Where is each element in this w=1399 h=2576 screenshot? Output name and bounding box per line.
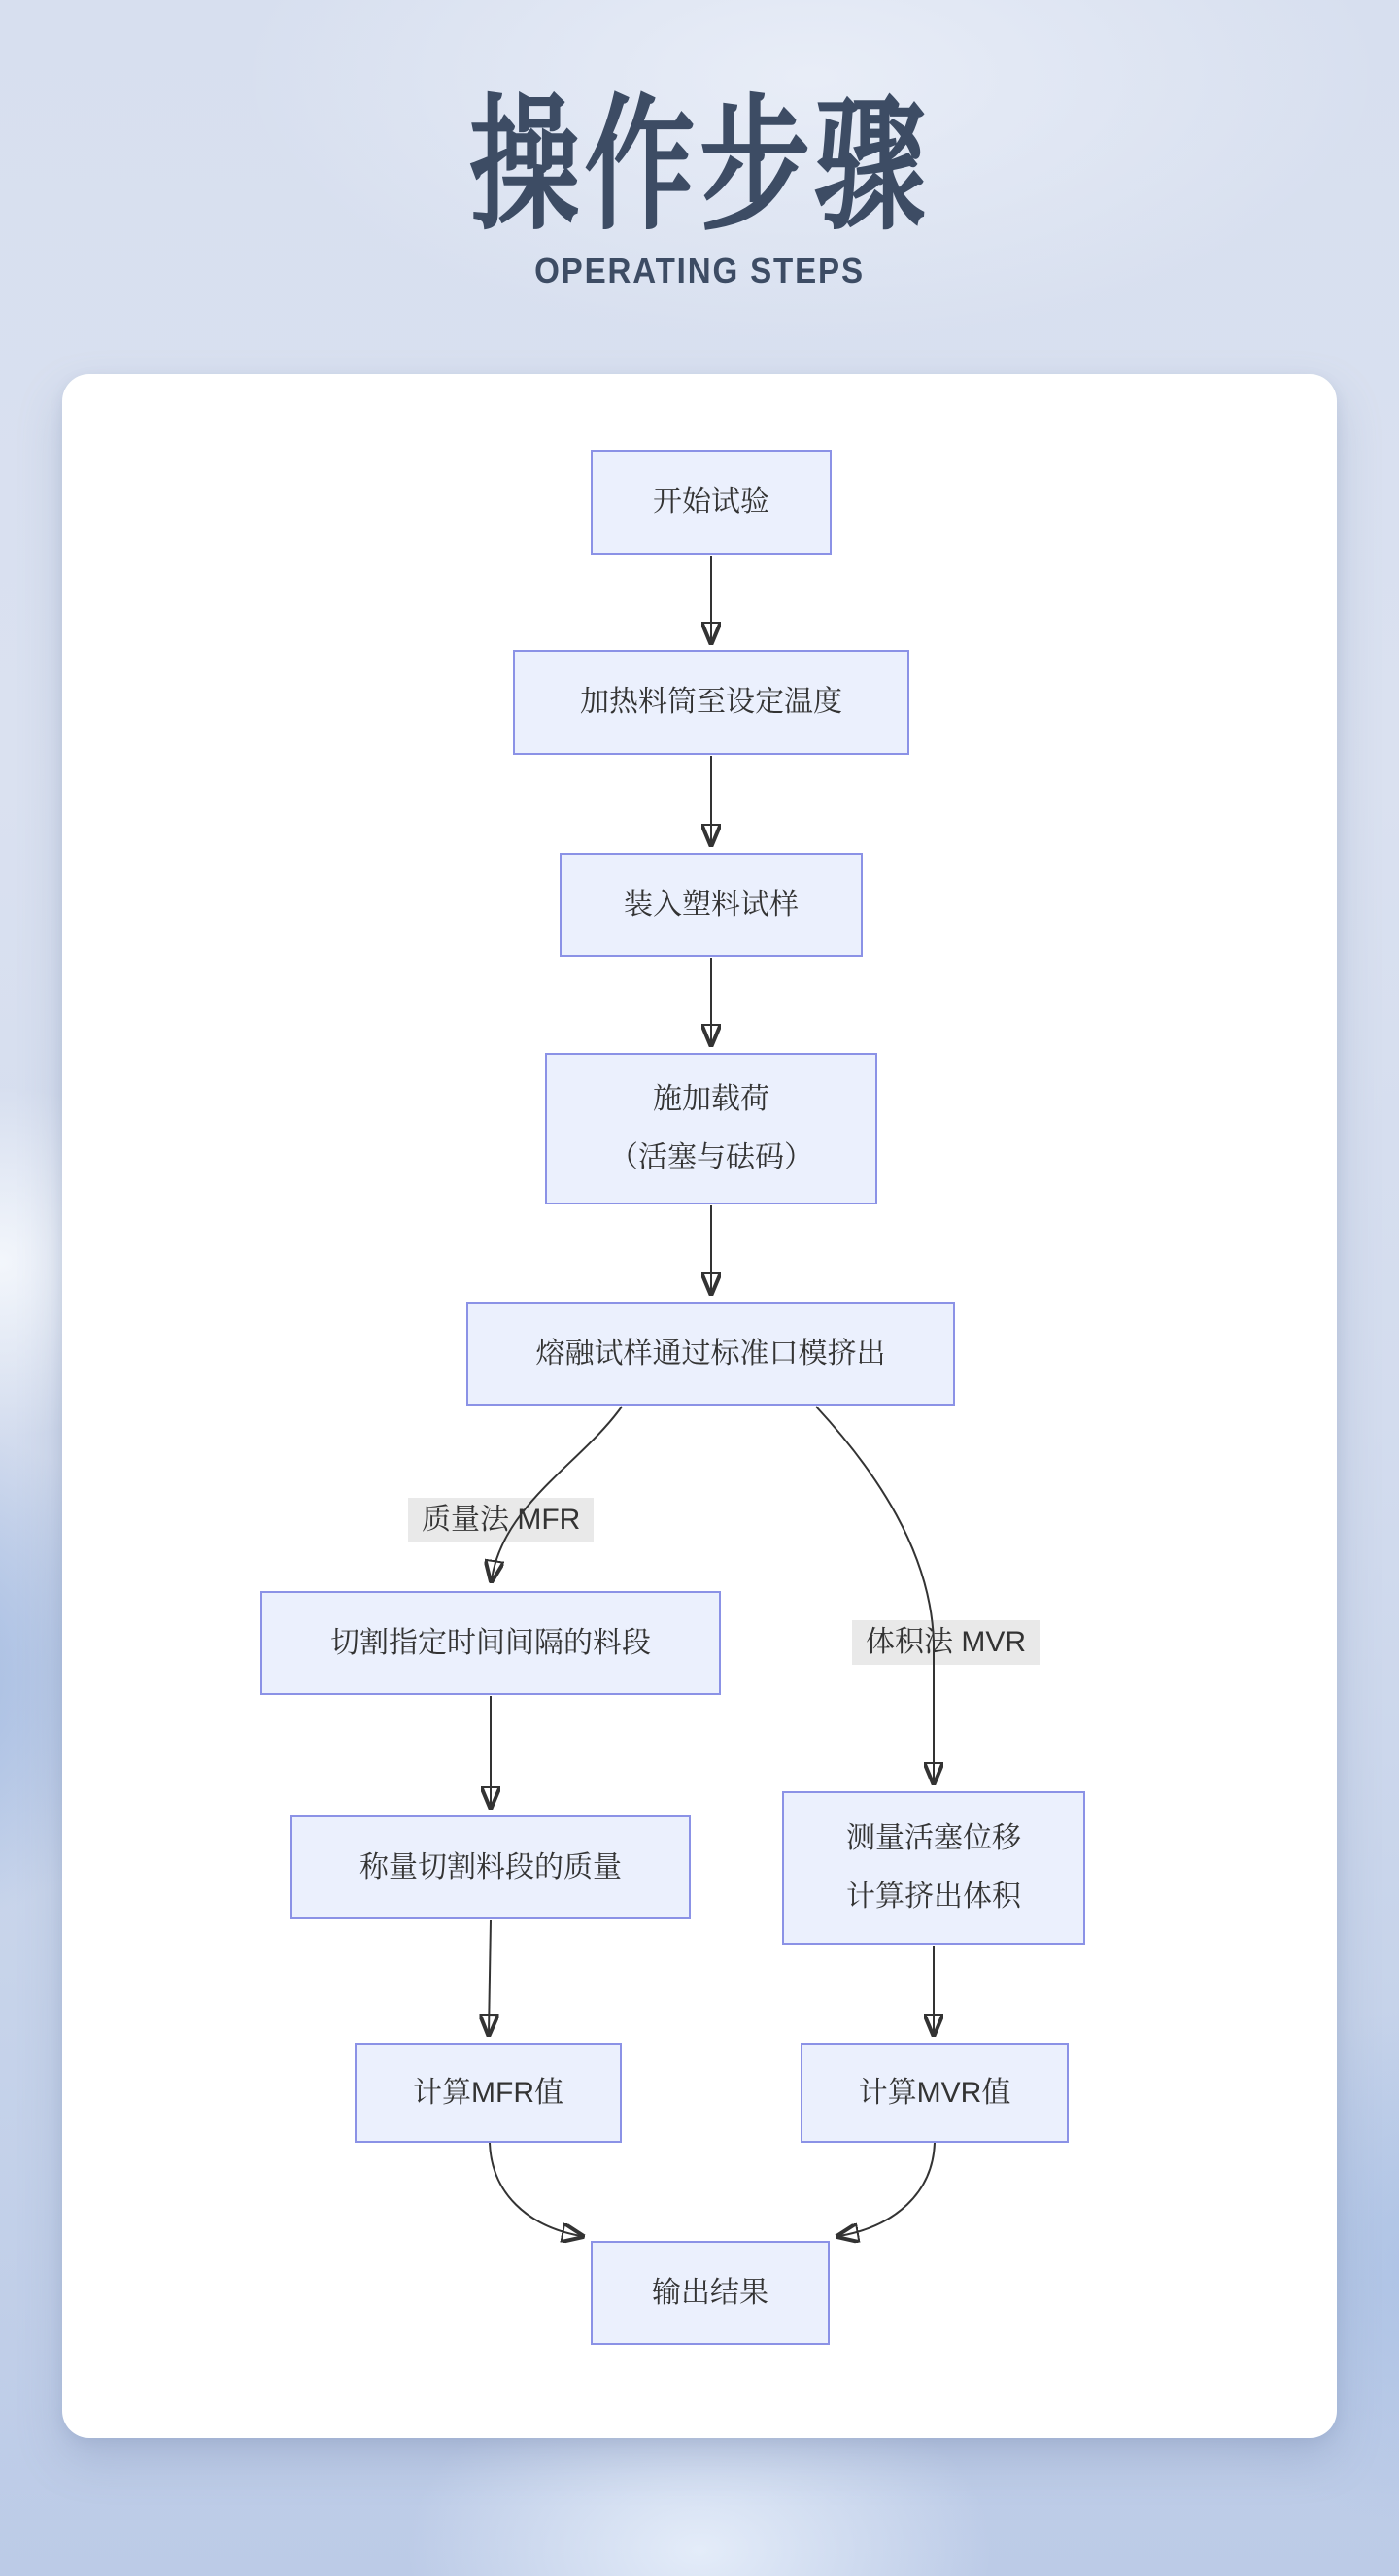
flow-node-measure-displacement-line2: 计算挤出体积 [846,1881,1021,1913]
flow-node-output-result [591,2241,830,2345]
page-title: 操作步骤 [468,84,931,247]
flow-node-extrude [466,1302,955,1406]
flow-node-cut-segments [260,1591,721,1695]
flow-node-heat-barrel-label: 加热料筒至设定温度 [580,686,842,718]
flow-node-start-label: 开始试验 [653,486,769,518]
branch-label-volume-mvr: 体积法 MVR [852,1620,1040,1665]
flow-node-calc-mfr-label: 计算MFR值 [413,2076,563,2109]
flow-node-weigh-segments [290,1815,691,1919]
flow-node-heat-barrel [513,650,909,755]
flow-node-calc-mvr [801,2043,1069,2143]
flow-node-measure-displacement [782,1791,1085,1945]
flow-node-start [591,450,832,555]
flow-node-output-result-label: 输出结果 [652,2276,768,2309]
flow-node-apply-load-line2: （活塞与砝码） [609,1141,813,1173]
flow-node-load-sample [560,853,863,957]
flow-node-apply-load [545,1053,877,1204]
flow-node-load-sample-label: 装入塑料试样 [624,888,799,921]
flow-node-calc-mvr-label: 计算MVR值 [858,2076,1011,2109]
header [0,0,1399,290]
flow-node-weigh-segments-label: 称量切割料段的质量 [359,1850,622,1883]
flow-node-cut-segments-label: 切割指定时间间隔的料段 [330,1626,651,1659]
flow-node-apply-load-line1: 施加载荷 [653,1083,769,1115]
branch-label-mass-mfr: 质量法 MFR [408,1498,594,1542]
flow-node-calc-mfr [355,2043,622,2143]
flow-node-extrude-label: 熔融试样通过标准口模挤出 [535,1337,886,1370]
flow-node-measure-displacement-line1: 测量活塞位移 [846,1822,1021,1854]
page-subtitle: OPERATING STEPS [534,251,865,290]
